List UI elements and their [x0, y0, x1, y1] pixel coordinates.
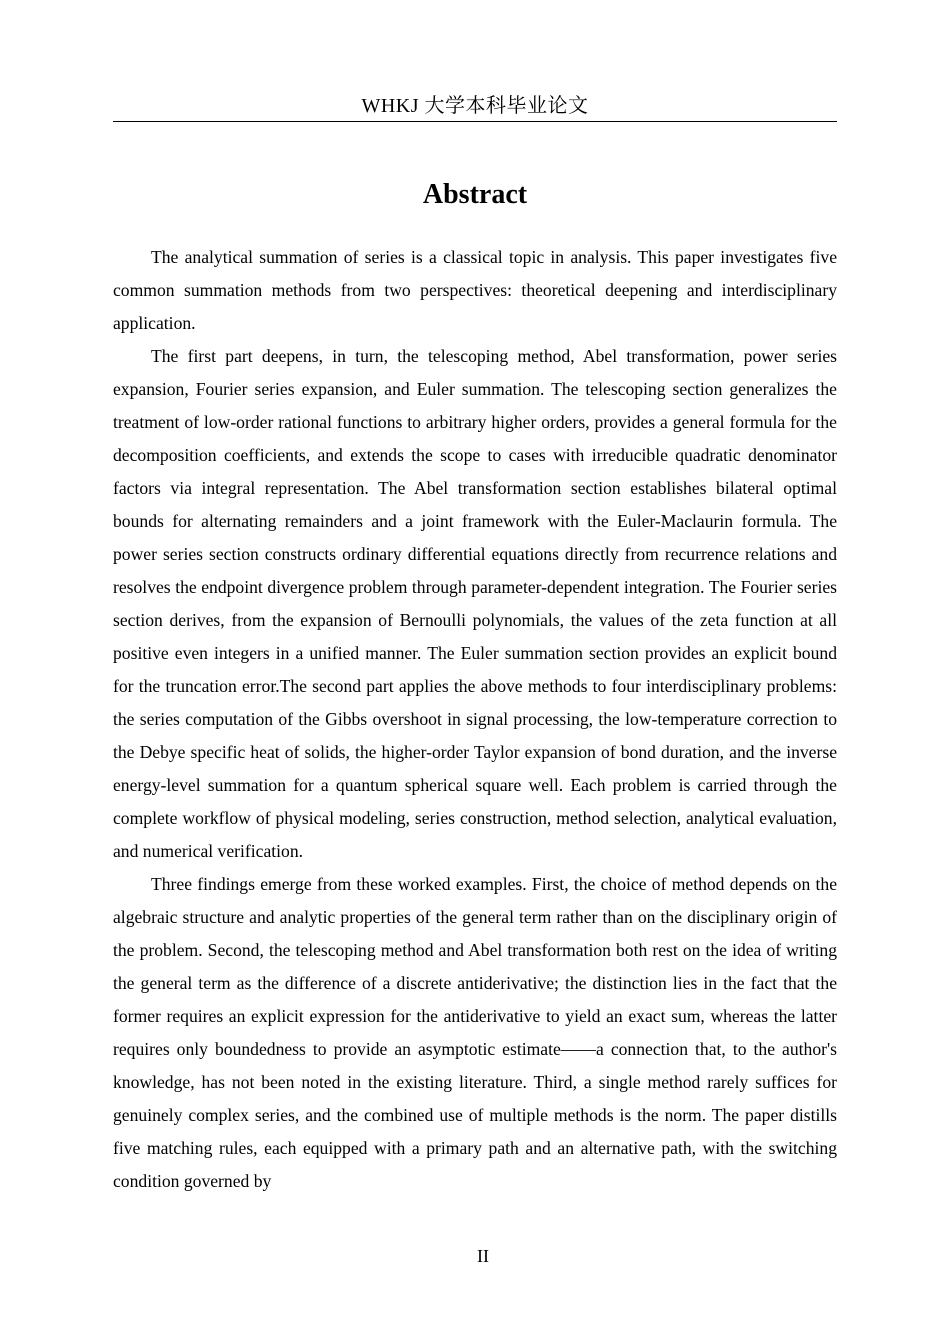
header-rule: [113, 121, 837, 122]
abstract-body: [113, 241, 837, 1198]
page-number: II: [477, 1246, 489, 1266]
running-header: WHKJ 大学本科毕业论文: [361, 95, 589, 117]
abstract-title: Abstract: [422, 179, 528, 210]
abstract-paragraph-2: The first part deepens, in turn, the telescoping method, Abel transformation, power series expansion, Fourier series expansion, and Euler summation. The telescoping section generalizes the treatment of low-order rational functions to arbitrary higher orders, provides a general formula for the decomposition coefficients, and extends the scope to cases with irreducible quadratic denominator factors via integral representation. The Abel transformation section establishes bilateral optimal bounds for alternating remainders and a joint framework with the Euler-Maclaurin formula. The power series section constructs ordinary differential equations directly from recurrence relations and resolves the endpoint divergence problem through parameter-dependent integration. The Fourier series section derives, from the expansion of Bernoulli polynomials, the values of the zeta function at all positive even integers in a unified manner. The Euler summation section provides an explicit bound for the truncation error.The second part applies the above methods to four interdisciplinary problems: the series computation of the Gibbs overshoot in signal processing, the low-temperature correction to the Debye specific heat of solids, the higher-order Taylor expansion of bond duration, and the inverse energy-level summation for a quantum spherical square well. Each problem is carried through the complete workflow of physical modeling, series construction, method selection, analytical evaluation, and numerical verification.: [113, 346, 837, 861]
abstract-paragraph-3: Three findings emerge from these worked examples. First, the choice of method depends on the algebraic structure and analytic properties of the general term rather than on the disciplinary origin of the problem. Second, the telescoping method and Abel transformation both rest on the idea of writing the general term as the difference of a discrete antiderivative; the distinction lies in the fact that the former requires an explicit expression for the antiderivative to yield an exact sum, whereas the latter requires only boundedness to provide an asymptotic estimate——a connection that, to the author's knowledge, has not been noted in the existing literature. Third, a single method rarely suffices for genuinely complex series, and the combined use of multiple methods is the norm. The paper distills five matching rules, each equipped with a primary path and an alternative path, with the switching condition governed by: [113, 874, 837, 1191]
abstract-paragraph-1: The analytical summation of series is a classical topic in analysis. This paper investigates five common summation methods from two perspectives: theoretical deepening and interdisciplinary application.: [113, 247, 837, 333]
